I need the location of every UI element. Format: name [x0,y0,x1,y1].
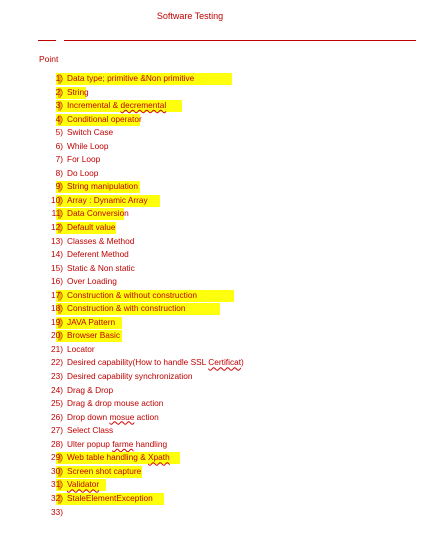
item-number: 33) [51,506,63,517]
item-number: 14) [51,249,63,260]
item-number: 31) [51,479,63,490]
item-text: JAVA Pattern [67,316,116,327]
list-item [0,343,439,357]
item-text: Ulter popup farme handling [67,438,168,449]
list-item [0,126,439,140]
section-label: Point [39,54,59,64]
list-item [0,167,439,181]
item-text: Desired capability synchronization [67,371,193,382]
list-item [0,86,439,100]
item-text: Drag & Drop [67,384,114,395]
item-number: 1) [55,73,63,83]
item-number: 5) [55,127,63,138]
list-item [0,207,439,221]
item-number: 11) [51,208,63,219]
item-number: 3) [55,100,63,111]
list-item [0,356,439,370]
list-item [0,194,439,208]
item-text: Default value [67,222,116,233]
document-title: Software Testing [156,11,224,21]
item-number: 30) [51,465,63,476]
item-text: Switch Case [67,127,114,138]
item-number: 20) [51,330,63,341]
item-text: Data type; primitive &Non primitive [67,73,195,83]
item-number: 22) [51,357,63,368]
list-item [0,465,439,479]
list-item [0,478,439,492]
point-list [0,72,439,519]
item-text: Browser Basic [67,330,121,341]
item-number: 23) [51,371,63,382]
item-text: Classes & Method [67,235,135,246]
item-text: Validator [67,479,100,490]
item-text: Screen shot capture [67,465,142,476]
item-text: Construction & with construction [67,303,186,314]
item-text: Incremental & decremental [67,100,167,111]
item-number: 32) [51,492,63,503]
item-text: Over Loading [67,276,117,287]
item-number: 16) [51,276,63,287]
list-item [0,180,439,194]
item-number: 26) [51,411,63,422]
item-text: String [67,86,89,97]
list-item [0,492,439,506]
item-number: 9) [55,181,63,192]
item-text: Conditional operator [67,113,142,124]
item-text: While Loop [67,140,109,151]
item-text: Static & Non static [67,262,135,273]
item-number: 6) [55,140,63,151]
list-item [0,113,439,127]
item-number: 28) [51,438,63,449]
item-text: Construction & without construction [67,289,198,300]
list-item [0,99,439,113]
header-rule-short [38,40,56,41]
item-number: 17) [51,289,63,300]
item-number: 10) [51,194,63,205]
list-item [0,424,439,438]
item-text: Desired capability(How to handle SSL Certificat) [67,357,244,368]
item-text: Web table handling & Xpath [67,452,170,463]
item-text: String manipulation [67,181,139,192]
list-item [0,153,439,167]
list-item [0,248,439,262]
list-item [0,506,439,520]
item-number: 19) [51,316,63,327]
item-number: 24) [51,384,63,395]
item-text: Select Class [67,425,114,436]
item-number: 27) [51,425,63,436]
item-text: Data Conversion [67,208,129,219]
header-rule-long [64,40,416,41]
list-item [0,235,439,249]
item-number: 13) [51,235,63,246]
list-item [0,438,439,452]
item-number: 7) [55,154,63,165]
item-text: Drag & drop mouse action [67,398,164,409]
list-item [0,262,439,276]
item-text: Deferent Method [67,249,129,260]
list-item [0,140,439,154]
item-number: 29) [51,452,63,463]
list-item [0,384,439,398]
item-number: 18) [51,303,63,314]
item-text: Array : Dynamic Array [67,194,148,205]
list-item [0,221,439,235]
list-item [0,72,439,86]
item-text: StaleElementException [67,492,153,503]
list-item [0,397,439,411]
list-item [0,289,439,303]
list-item [0,316,439,330]
item-text: Drop down mosue action [67,411,159,422]
item-number: 12) [51,222,63,233]
list-item [0,411,439,425]
item-text: For Loop [67,154,101,165]
item-text: Do Loop [67,167,99,178]
list-item [0,329,439,343]
list-item [0,275,439,289]
item-number: 15) [51,262,63,273]
item-number: 8) [55,167,63,178]
list-item [0,370,439,384]
item-number: 2) [55,86,63,97]
item-number: 25) [51,398,63,409]
list-item [0,451,439,465]
list-item [0,302,439,316]
item-text: Locator [67,343,95,354]
item-number: 4) [55,113,63,124]
item-number: 21) [51,343,63,354]
